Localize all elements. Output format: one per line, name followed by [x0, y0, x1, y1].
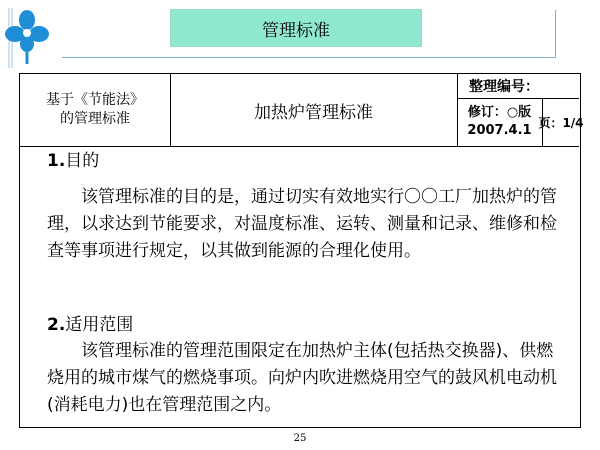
revision-cell — [457, 98, 542, 146]
section-2-body: 该管理标准的管理范围限定在加热炉主体(包括热交换器)、供燃烧用的城市煤气的燃烧事项。向炉内吹进燃烧用空气的鼓风机电动机(消耗电力)也在管理范围之内。 — [47, 341, 557, 415]
page-label: 页：1/4 — [538, 115, 584, 130]
content-frame — [19, 73, 584, 428]
section-1-heading: 1.目的 — [47, 151, 100, 171]
table-divider — [457, 74, 458, 146]
document-name: 加热炉管理标准 — [254, 102, 373, 123]
basis-line1: 基于《节能法》 — [46, 92, 144, 108]
basis-cell — [20, 74, 170, 146]
banner-title: 管理标准 — [262, 20, 330, 41]
section-2-heading: 2.适用范围 — [47, 315, 134, 335]
header-divider — [62, 57, 556, 58]
table-divider — [542, 98, 543, 146]
page-cell — [538, 98, 584, 146]
table-divider — [20, 146, 579, 147]
page-number: 25 — [293, 433, 307, 444]
basis-line2: 的管理标准 — [60, 111, 130, 127]
table-divider — [170, 74, 171, 146]
number-label: 整理编号： — [469, 79, 539, 95]
number-cell — [457, 74, 580, 98]
title-banner — [170, 9, 422, 47]
revision-date: 2007.4.1 — [467, 123, 532, 138]
header-side-divider — [555, 10, 556, 58]
section-1-body: 该管理标准的目的是，通过切实有效地实行〇〇工厂加热炉的管理，以求达到节能要求，对温度标准、运转、测量和记录、维修和检查等事项进行规定，以其做到能源的合理化使用。 — [47, 187, 557, 261]
table-divider — [457, 98, 579, 99]
revision-label: 修订：○版 — [467, 105, 532, 120]
document-name-cell — [170, 74, 457, 146]
clover-logo-icon — [2, 6, 52, 68]
